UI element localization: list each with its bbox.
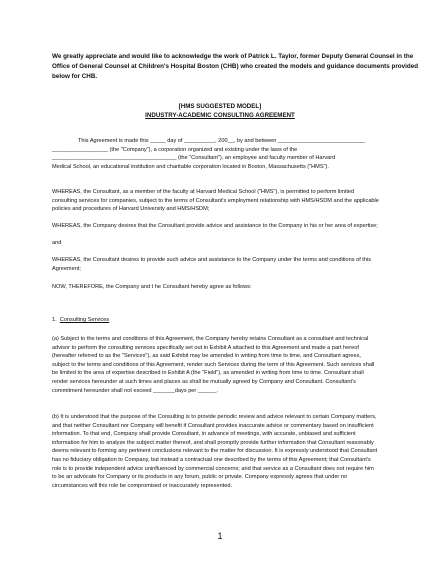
recital-paragraph — [52, 222, 392, 231]
recital-line: NOW, THEREFORE, the Company and t he Consultant hereby agree as follows: — [52, 284, 252, 290]
recital-line: consulting services for companies, subject to the terms of Consultant's employment relationship with HMS/HSDM and the applicable — [52, 197, 379, 204]
model-heading: [HMS SUGGESTED MODEL] — [178, 103, 262, 110]
recital-line: policies and procedures of Harvard University and HMS/HSDM; — [52, 206, 210, 213]
paragraph-line: subject to the terms and conditions of this Agreement, render such Services during the term of this Agreement. Such services shall — [52, 361, 375, 368]
section-title: Consulting Services — [59, 317, 110, 323]
preamble-paragraph — [52, 137, 392, 171]
acknowledgement-line: We greatly appreciate and would like to acknowledge the work of Patrick L. Taylor, former Deputy General Counsel in the — [52, 53, 414, 60]
preamble-line: Medical School, an educational institution and charitable corporation located in Boston, Massachusetts ("HMS"). — [52, 163, 329, 170]
page-number: 1 — [217, 531, 223, 541]
paragraph-line: deems relevant to forming any pertinent conclusions relevant to the matter for discussion. It is expressly understood that Consultant — [52, 448, 378, 455]
paragraph-line: commitment hereunder shall not exceed _______days per ______. — [52, 387, 219, 394]
recital-paragraph — [52, 239, 392, 248]
paragraph-line: has no fiduciary obligation to Company, but instead a contractual one described by the terms of this Agreement; that Consultant's — [52, 456, 371, 463]
acknowledgement-line: below for CHB. — [52, 73, 98, 80]
paragraph-line: information for him to analyze the subject matter thereof, and shall promptly provide further information that Consultant reasonably — [52, 439, 374, 446]
recital-paragraph — [52, 256, 392, 273]
section-heading-line — [52, 316, 392, 325]
preamble-line: This Agreement is made this _____ day of __________, 200__, by and between ____________________________ — [78, 138, 366, 144]
section-paragraph-a — [52, 335, 392, 395]
recital-line: and — [52, 240, 62, 246]
section-heading — [52, 316, 392, 325]
acknowledgement-line: Office of General Counsel at Children's Hospital Boston (CHB) who created the models and guidance documents provided — [52, 63, 419, 70]
paragraph-line: advisor to perform the consulting services specifically set out in Exhibit A attached to this Agreement and made a part hereof — [52, 344, 359, 351]
acknowledgement-paragraph — [52, 52, 419, 82]
preamble-line: __________________ (the "Company"), a corporation organized and existing under the laws of the — [52, 146, 298, 153]
section-paragraph-b — [52, 413, 392, 490]
section-number: 1. — [52, 317, 57, 323]
paragraph-line: (hereafter referred to as the "Services"), as said Exhibit may be amended in writing from time to time, and Consultant agrees, — [52, 353, 361, 360]
paragraph-line: (b) It is understood that the purpose of the Consulting is to provide periodic review and advice relevant to certain Company matters, — [52, 414, 377, 420]
paragraph-line: to be an advocate for Company or its products in any forum, public or private. Company expressly agrees that under no — [52, 474, 348, 481]
paragraph-line: (a) Subject to the terms and conditions of this Agreement, the Company hereby retains Consultant as a consultant and technical — [52, 336, 369, 342]
paragraph-line: circumstances will this role be compromised or inaccurately represented. — [52, 482, 233, 489]
paragraph-line: and that neither Consultant nor Company will benefit if Consultant provides inaccurate advice or commentary based on insufficient — [52, 422, 374, 429]
recital-line: WHEREAS, the Consultant desires to provide such advice and assistance to the Company under the terms and conditions of this — [52, 257, 372, 263]
recital-paragraph — [52, 188, 392, 214]
paragraph-line: role is to provide independent advice uninfluenced by commercial concerns; and that service as a Consultant does not require him — [52, 465, 374, 472]
preamble-line: ________________________________________ (the "Consultant"), an employee and faculty member of Harvard — [52, 155, 336, 162]
paragraph-line: information. To that end, Company shall provide Consultant, in advance of meetings, with accurate, unbiased and sufficient — [52, 431, 356, 438]
paragraph-line: be limited to the area of expertise described in Exhibit A (the "Field"), as amended in writing from time to time. Consultant shall — [52, 370, 364, 377]
recital-line: WHEREAS, the Company desires that the Consultant provide advice and assistance to the Company in his or her area of expertise; — [52, 223, 378, 229]
recital-paragraph — [52, 283, 392, 292]
agreement-title: INDUSTRY-ACADEMIC CONSULTING AGREEMENT — [145, 112, 295, 119]
recital-line: WHEREAS, the Consultant, as a member of the faculty at Harvard Medical School ("HMS"), is permitted to perform limited — [52, 189, 355, 195]
recital-line: Agreement; — [52, 265, 81, 272]
paragraph-line: render services hereunder at such times and places as shall be mutually agreed by Company and Consultant. Consultant's — [52, 378, 356, 385]
